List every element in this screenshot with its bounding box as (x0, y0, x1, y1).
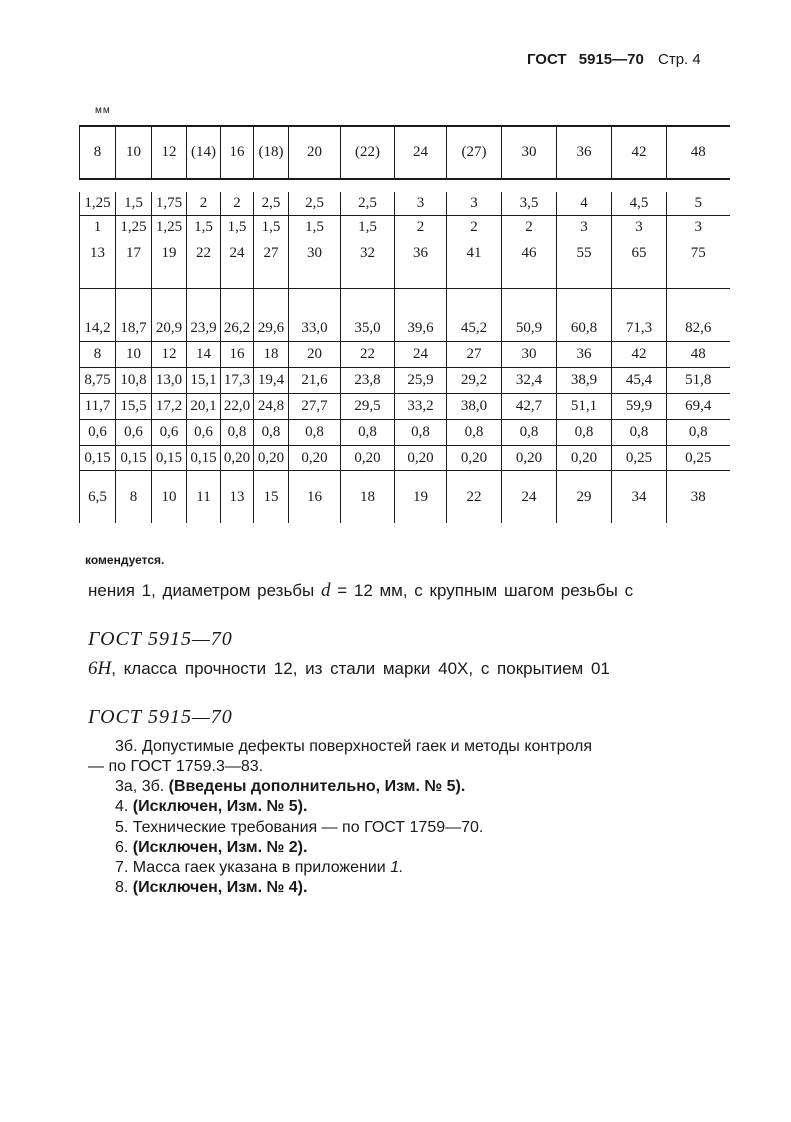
table-cell: 20,9 (152, 289, 187, 342)
table-row (80, 446, 730, 471)
table-cell: 1 (80, 216, 116, 240)
table-cell: 0,8 (612, 420, 667, 446)
table-cell: 0,6 (80, 420, 116, 446)
table-cell: 1,25 (152, 216, 187, 240)
table-header-cell: (18) (254, 126, 289, 179)
table-cell: 22 (187, 239, 221, 289)
table-cell: 29,5 (341, 394, 395, 420)
header-gost: ГОСТ (527, 51, 567, 68)
table-cell: 75 (667, 239, 730, 289)
table-cell: 2 (395, 216, 447, 240)
gost-designation-1: ГОСТ 5915—70 (88, 628, 233, 650)
table-cell: 1,25 (116, 216, 152, 240)
table-cell: 24,8 (254, 394, 289, 420)
table-cell: 0,8 (447, 420, 502, 446)
table-cell: 20 (289, 342, 341, 368)
table-cell: 0,20 (557, 446, 612, 471)
table-cell: 22,0 (221, 394, 254, 420)
paragraph-6-prefix: 6. (115, 839, 133, 856)
table-cell: 32,4 (502, 368, 557, 394)
table-header-cell: 16 (221, 126, 254, 179)
table-cell: 29 (557, 471, 612, 524)
table-cell: 0,8 (395, 420, 447, 446)
table-cell: 38 (667, 471, 730, 524)
paragraph-8-amendment: (Исключен, Изм. № 4). (132, 879, 308, 896)
table-cell: 11 (187, 471, 221, 524)
table-cell: 2 (187, 192, 221, 216)
table-cell: 17,3 (221, 368, 254, 394)
table-cell: 19 (152, 239, 187, 289)
table-footnote: комендуется. (85, 553, 165, 567)
table-cell: 0,20 (254, 446, 289, 471)
table-cell: 0,25 (667, 446, 730, 471)
table-cell: 1,5 (254, 216, 289, 240)
table-cell: 51,8 (667, 368, 730, 394)
table-cell: 2,5 (341, 192, 395, 216)
table-cell: 19,4 (254, 368, 289, 394)
table-cell: 24 (395, 342, 447, 368)
table-cell: 0,8 (289, 420, 341, 446)
table-cell: 29,6 (254, 289, 289, 342)
table-row (80, 239, 730, 289)
table-cell: 3 (667, 216, 730, 240)
example1-text-b: = 12 мм, с крупным шагом резьбы с (330, 581, 634, 600)
table-cell: 71,3 (612, 289, 667, 342)
table-cell: 8 (116, 471, 152, 524)
table-cell: 1,5 (187, 216, 221, 240)
table-cell: 0,8 (254, 420, 289, 446)
table-cell: 3 (447, 192, 502, 216)
table-cell: 2,5 (289, 192, 341, 216)
paragraph-7-appendix: 1. (390, 859, 404, 876)
table-cell: 2 (447, 216, 502, 240)
paragraph-7-text: 7. Масса гаек указана в приложении (115, 859, 391, 876)
table-cell: 5 (667, 192, 730, 216)
table-cell: 41 (447, 239, 502, 289)
paragraph-7 (115, 858, 404, 878)
table-cell: 32 (341, 239, 395, 289)
table-header-cell: (27) (447, 126, 502, 179)
paragraph-8-prefix: 8. (115, 879, 133, 896)
table-cell: 2 (502, 216, 557, 240)
table-cell: 82,6 (667, 289, 730, 342)
paragraph-5: 5. Технические требования — по ГОСТ 1759—70. (115, 819, 484, 836)
table-cell: 0,6 (187, 420, 221, 446)
table-cell: 0,15 (187, 446, 221, 471)
example2-text: , класса прочности 12, из стали марки 40Х, с покрытием 01 (111, 659, 610, 678)
table-cell: 69,4 (667, 394, 730, 420)
table-row (80, 471, 730, 524)
table-cell: 36 (557, 342, 612, 368)
table-cell: 0,8 (557, 420, 612, 446)
table-cell: 1,25 (80, 192, 116, 216)
table-header-cell: 30 (502, 126, 557, 179)
table-cell: 13,0 (152, 368, 187, 394)
table-row (80, 420, 730, 446)
table-cell: 0,8 (221, 420, 254, 446)
header-page-number: Стр. 4 (658, 51, 701, 68)
table-cell: 30 (289, 239, 341, 289)
table-cell: 29,2 (447, 368, 502, 394)
gost-designation-2: ГОСТ 5915—70 (88, 706, 233, 728)
table-cell: 22 (447, 471, 502, 524)
table-cell: 34 (612, 471, 667, 524)
table-cell: 1,5 (116, 192, 152, 216)
table-cell: 2,5 (254, 192, 289, 216)
dimensions-table (79, 125, 730, 523)
table-cell: 24 (502, 471, 557, 524)
table-cell: 27 (254, 239, 289, 289)
table-header-cell: 20 (289, 126, 341, 179)
table-cell: 27 (447, 342, 502, 368)
table-cell: 23,8 (341, 368, 395, 394)
table-cell: 33,2 (395, 394, 447, 420)
table-cell: 14 (187, 342, 221, 368)
table-cell: 42 (612, 342, 667, 368)
paragraph-8 (115, 878, 307, 898)
table-cell: 45,2 (447, 289, 502, 342)
table-cell: 22 (341, 342, 395, 368)
table-header-cell: (14) (187, 126, 221, 179)
table-cell: 38,9 (557, 368, 612, 394)
table-cell: 15,5 (116, 394, 152, 420)
example1-text-a: нения 1, диаметром резьбы (88, 581, 321, 600)
paragraph-4-amendment: (Исключен, Изм. № 5). (132, 798, 308, 815)
header-gost-number: 5915—70 (578, 51, 644, 68)
table-cell: 50,9 (502, 289, 557, 342)
table-cell: 0,6 (116, 420, 152, 446)
table-row (80, 289, 730, 342)
table-cell: 0,8 (667, 420, 730, 446)
designation-example-2 (88, 658, 610, 680)
page-header (527, 51, 727, 68)
paragraph-4-prefix: 4. (115, 798, 133, 815)
table-cell: 21,6 (289, 368, 341, 394)
designation-example-1 (88, 580, 728, 602)
table-header-cell: 24 (395, 126, 447, 179)
table-cell: 24 (221, 239, 254, 289)
table-cell: 23,9 (187, 289, 221, 342)
table-cell: 33,0 (289, 289, 341, 342)
table-cell: 25,9 (395, 368, 447, 394)
paragraph-3b-line1: 3б. Допустимые дефекты поверхностей гаек и методы контроля (115, 738, 593, 755)
example1-var: d (320, 580, 331, 601)
table-cell: 17 (116, 239, 152, 289)
table-header-cell: (22) (341, 126, 395, 179)
table-cell: 15,1 (187, 368, 221, 394)
table-header-cell: 48 (667, 126, 730, 179)
table-cell: 0,6 (152, 420, 187, 446)
table-cell: 0,20 (395, 446, 447, 471)
table-cell: 26,2 (221, 289, 254, 342)
table-cell: 51,1 (557, 394, 612, 420)
table-cell: 0,15 (116, 446, 152, 471)
paragraph-3b-line2: — по ГОСТ 1759.3—83. (88, 758, 264, 775)
table-cell: 36 (395, 239, 447, 289)
table-cell: 3 (557, 216, 612, 240)
table-cell: 42,7 (502, 394, 557, 420)
table-cell: 0,20 (502, 446, 557, 471)
table-header-cell: 10 (116, 126, 152, 179)
table-cell: 1,75 (152, 192, 187, 216)
unit-label: мм (95, 105, 111, 116)
table-cell: 3 (612, 216, 667, 240)
table-cell: 18 (341, 471, 395, 524)
paragraph-3a-prefix: 3а, 3б. (115, 778, 169, 795)
table-row (80, 342, 730, 368)
table-cell: 17,2 (152, 394, 187, 420)
example2-var: 6H (88, 658, 112, 679)
table-cell: 14,2 (80, 289, 116, 342)
table-cell: 12 (152, 342, 187, 368)
table-header-cell: 42 (612, 126, 667, 179)
table-cell: 15 (254, 471, 289, 524)
table-row (80, 192, 730, 216)
table-cell: 1,5 (289, 216, 341, 240)
table-cell: 10 (152, 471, 187, 524)
table-cell: 16 (289, 471, 341, 524)
table-row (80, 394, 730, 420)
table-cell: 0,8 (341, 420, 395, 446)
table-row (80, 216, 730, 240)
table-cell: 39,6 (395, 289, 447, 342)
table-cell: 45,4 (612, 368, 667, 394)
table-cell: 8 (80, 342, 116, 368)
table-cell: 38,0 (447, 394, 502, 420)
table-cell: 10,8 (116, 368, 152, 394)
table-cell: 8,75 (80, 368, 116, 394)
table-header-cell: 8 (80, 126, 116, 179)
table-cell: 55 (557, 239, 612, 289)
table-cell: 0,20 (289, 446, 341, 471)
table-cell: 46 (502, 239, 557, 289)
table-cell: 0,25 (612, 446, 667, 471)
table-cell: 48 (667, 342, 730, 368)
table-cell: 59,9 (612, 394, 667, 420)
table-header-cell: 36 (557, 126, 612, 179)
table-cell: 16 (221, 342, 254, 368)
paragraph-6-amendment: (Исключен, Изм. № 2). (132, 839, 308, 856)
table-cell: 11,7 (80, 394, 116, 420)
table-cell: 13 (221, 471, 254, 524)
table-cell: 10 (116, 342, 152, 368)
table-cell: 60,8 (557, 289, 612, 342)
table-cell: 0,8 (502, 420, 557, 446)
table-cell: 13 (80, 239, 116, 289)
paragraph-3a-amendment: (Введены дополнительно, Изм. № 5). (168, 778, 466, 795)
table-cell: 3 (395, 192, 447, 216)
table-cell: 4,5 (612, 192, 667, 216)
table-cell: 0,20 (221, 446, 254, 471)
table-cell: 65 (612, 239, 667, 289)
table-cell: 1,5 (341, 216, 395, 240)
table-cell: 20,1 (187, 394, 221, 420)
table-cell: 19 (395, 471, 447, 524)
table-cell: 35,0 (341, 289, 395, 342)
table-cell: 6,5 (80, 471, 116, 524)
table-cell: 0,15 (80, 446, 116, 471)
paragraph-4 (115, 797, 307, 817)
table-cell: 18 (254, 342, 289, 368)
table-cell: 1,5 (221, 216, 254, 240)
paragraph-6 (115, 838, 307, 858)
table-cell: 0,20 (341, 446, 395, 471)
table-cell: 30 (502, 342, 557, 368)
table-cell: 0,15 (152, 446, 187, 471)
table-cell: 2 (221, 192, 254, 216)
table-cell: 4 (557, 192, 612, 216)
table-row (80, 368, 730, 394)
table-cell: 18,7 (116, 289, 152, 342)
table-cell: 0,20 (447, 446, 502, 471)
table-header-cell: 12 (152, 126, 187, 179)
paragraph-3a (115, 777, 465, 797)
table-cell: 3,5 (502, 192, 557, 216)
table-cell: 27,7 (289, 394, 341, 420)
